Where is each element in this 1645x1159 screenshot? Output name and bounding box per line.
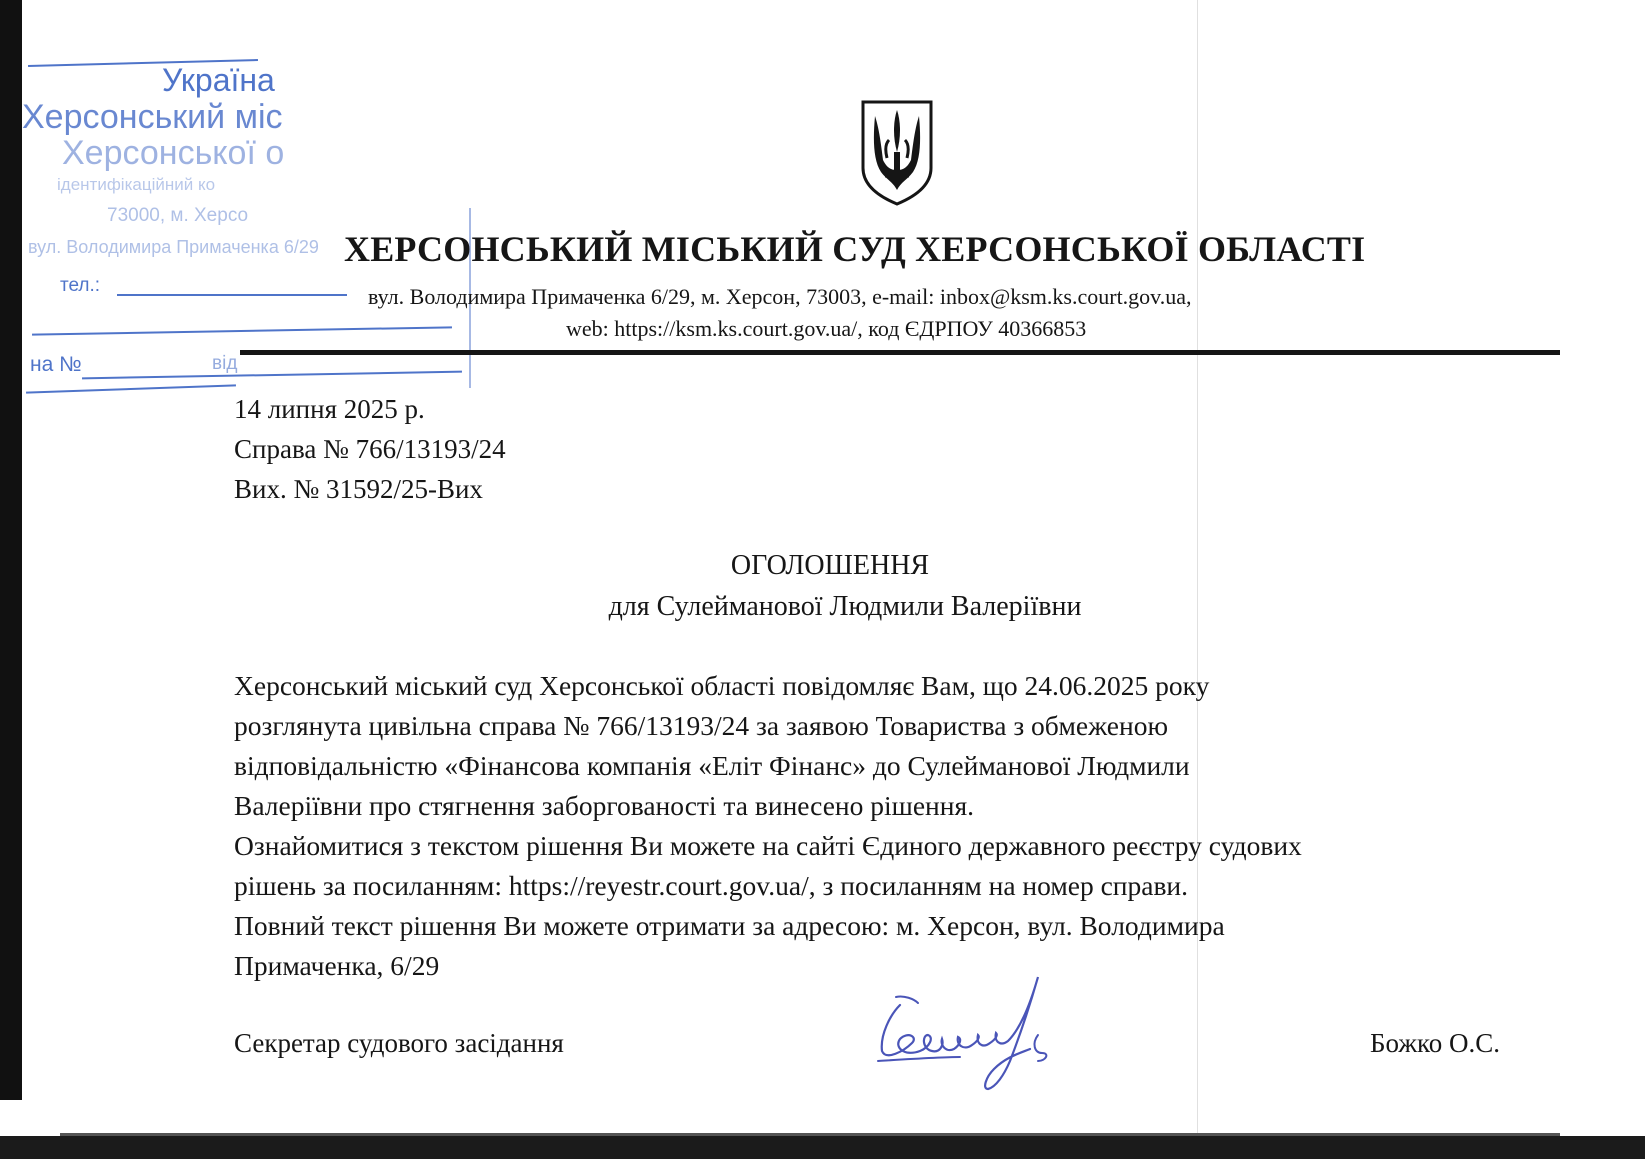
stamp-address-line: вул. Володимира Примаченка 6/29: [28, 237, 319, 257]
handwritten-signature: [860, 965, 1110, 1095]
stamp-border-bottom: [26, 384, 236, 393]
header-divider: [240, 350, 1560, 355]
body-line: розглянута цивільна справа № 766/13193/24 за заявою Товариства з обмеженою: [234, 710, 1168, 741]
stamp-ref-line: [82, 371, 462, 380]
coat-of-arms-icon: [857, 98, 937, 206]
stamp-from-label: від: [212, 353, 238, 374]
body-line: Валеріївни про стягнення заборгованості та винесено рішення.: [234, 790, 974, 821]
stamp-region-line: Херсонської о: [62, 134, 285, 172]
document-date: 14 липня 2025 р.: [234, 394, 425, 424]
court-web-and-code: web: https://ksm.ks.court.gov.ua/, код ЄДРПОУ 40366853: [566, 316, 1087, 341]
body-line: Херсонський міський суд Херсонської області повідомляє Вам, що 24.06.2025 року: [234, 670, 1210, 701]
signatory-role: Секретар судового засідання: [234, 1028, 564, 1058]
outgoing-number: Вих. № 31592/25-Вих: [234, 474, 483, 504]
body-line: Ознайомитися з текстом рішення Ви можете на сайті Єдиного державного реєстру судових: [234, 830, 1302, 861]
stamp-id-line: ідентифікаційний ко: [57, 175, 216, 194]
signatory-name: Божко О.С.: [1370, 1028, 1500, 1058]
body-line: Повний текст рішення Ви можете отримати за адресою: м. Херсон, вул. Володимира: [234, 910, 1225, 941]
body-line: рішень за посиланням: https://reyestr.court.gov.ua/, з посиланням на номер справи.: [234, 870, 1189, 901]
body-line: відповідальністю «Фінансова компанія «Еліт Фінанс» до Сулейманової Людмили: [234, 750, 1190, 781]
stamp-country: Україна: [162, 62, 275, 98]
scan-bottom-edge: [0, 1136, 1645, 1159]
notice-addressee: для Сулейманової Людмили Валеріївни: [608, 591, 1082, 622]
court-name: ХЕРСОНСЬКИЙ МІСЬКИЙ СУД ХЕРСОНСЬКОЇ ОБЛАСТІ: [344, 229, 1366, 269]
stamp-tel-label: тел.:: [60, 275, 101, 296]
stamp-line: [32, 326, 452, 335]
stamp-court-line: Херсонський міс: [22, 98, 283, 136]
body-line: Примаченка, 6/29: [234, 950, 440, 981]
stamp-city-line: 73000, м. Херсо: [107, 205, 249, 226]
court-address: вул. Володимира Примаченка 6/29, м. Херсон, 73003, e-mail: inbox@ksm.ks.court.gov.ua,: [368, 284, 1192, 309]
stamp-ref-label: на №: [30, 353, 82, 376]
notice-title: ОГОЛОШЕННЯ: [730, 550, 930, 581]
case-number: Справа № 766/13193/24: [234, 434, 506, 464]
stamp-tel-line: [117, 294, 347, 296]
